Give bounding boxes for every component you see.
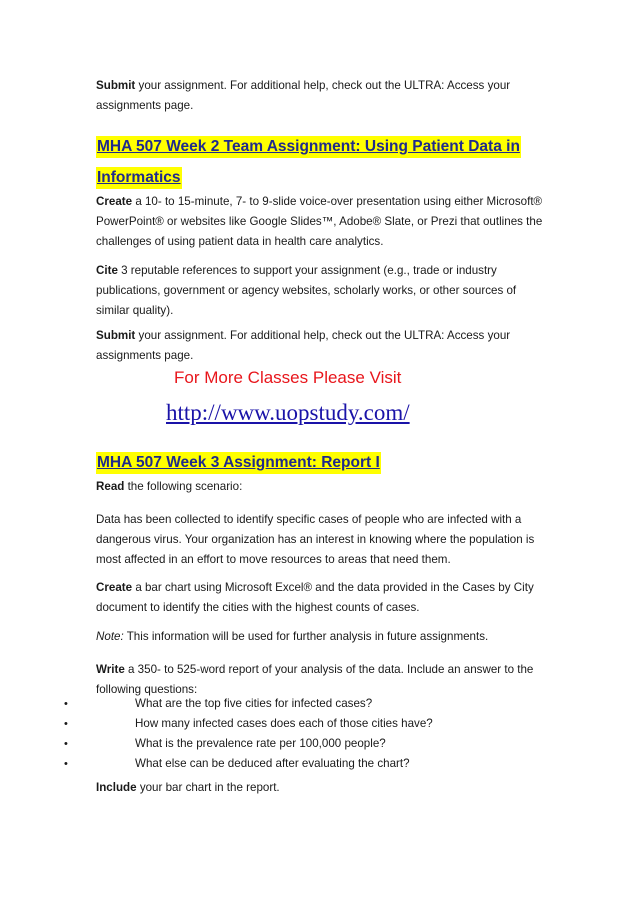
questions-list: [64, 694, 544, 774]
week2-submit-paragraph: [96, 326, 546, 366]
question-text: What are the top five cities for infected cases?: [135, 697, 373, 710]
submit-label-2: Submit: [96, 329, 136, 342]
question-text: What is the prevalence rate per 100,000 people?: [135, 737, 386, 750]
list-item: [64, 694, 544, 714]
promo-link[interactable]: http://www.uopstudy.com/: [166, 400, 410, 425]
week2-heading-text-1: MHA 507 Week 2 Team Assignment: Using Patient Data in: [96, 136, 521, 158]
write-text: a 350- to 525-word report of your analysis of the data. Include an answer to the following questions:: [96, 663, 534, 696]
create-text-2: a bar chart using Microsoft Excel® and the data provided in the Cases by City document to identify the cities with the highest counts of cases.: [96, 581, 534, 614]
list-item: [64, 754, 544, 774]
week2-heading-line1: [96, 136, 521, 158]
bullet-icon: •: [64, 698, 68, 710]
note-text: This information will be used for further analysis in future assignments.: [123, 630, 489, 643]
list-item: [64, 714, 544, 734]
bullet-icon: •: [64, 738, 68, 750]
week3-heading-text: MHA 507 Week 3 Assignment: Report I: [96, 452, 381, 474]
bullet-icon: •: [64, 718, 68, 730]
promo-text: For More Classes Please Visit: [174, 368, 402, 387]
create-label: Create: [96, 195, 133, 208]
bullet-icon: •: [64, 758, 68, 770]
submit-text-2: your assignment. For additional help, check out the ULTRA: Access your assignments page.: [96, 329, 511, 362]
write-label: Write: [96, 663, 125, 676]
note-label: Note:: [96, 630, 124, 643]
read-text: the following scenario:: [124, 480, 243, 493]
submit-paragraph-1: [96, 76, 546, 116]
week2-create-paragraph: [96, 192, 546, 252]
week3-note-paragraph: [96, 627, 546, 647]
week3-scenario-paragraph: Data has been collected to identify specific cases of people who are infected with a dangerous virus. Your organization has an interest in knowing where the population is most affected in an effort to move resources to areas that need them.: [96, 513, 535, 566]
submit-text: your assignment. For additional help, check out the ULTRA: Access your assignments page.: [96, 79, 511, 112]
include-label: Include: [96, 781, 137, 794]
week2-cite-paragraph: [96, 261, 546, 321]
cite-text: 3 reputable references to support your assignment (e.g., trade or industry publications, government or agency websites, scholarly works, or other sources of similar quality).: [96, 264, 517, 317]
include-text: your bar chart in the report.: [136, 781, 280, 794]
submit-label: Submit: [96, 79, 136, 92]
cite-label: Cite: [96, 264, 118, 277]
question-text: What else can be deduced after evaluating the chart?: [135, 757, 410, 770]
question-text: How many infected cases does each of those cities have?: [135, 717, 433, 730]
week3-include-paragraph: [96, 778, 546, 798]
week2-heading-line2: [96, 167, 182, 189]
week2-heading-text-2: Informatics: [96, 167, 182, 189]
week3-read-paragraph: [96, 477, 546, 497]
week3-create-paragraph: [96, 578, 546, 618]
create-label-2: Create: [96, 581, 133, 594]
read-label: Read: [96, 480, 125, 493]
create-text: a 10- to 15-minute, 7- to 9-slide voice-over presentation using either Microsoft® PowerPoint® or websites like Google Slides™, Adobe® Slate, or Prezi that outlines the challenges of using patient data in health care analytics.: [96, 195, 543, 248]
list-item: [64, 734, 544, 754]
week3-heading: [96, 452, 381, 474]
